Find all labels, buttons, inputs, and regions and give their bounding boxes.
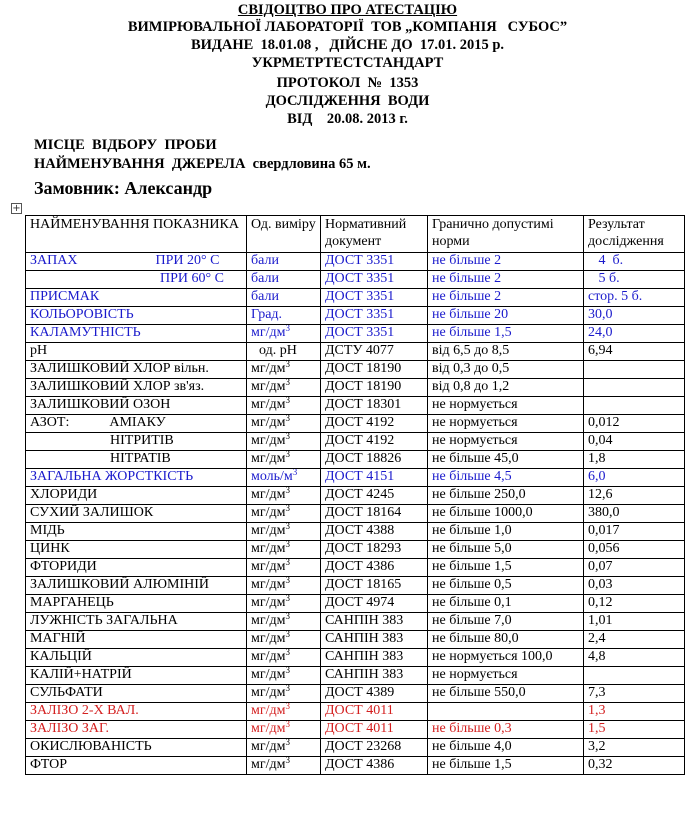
unit-text: мг/дм	[251, 613, 286, 628]
cell-indicator	[26, 505, 247, 523]
table-row	[26, 397, 685, 415]
cell-norm: від 0,8 до 1,2	[428, 379, 584, 397]
unit-text: Град.	[251, 307, 283, 322]
unit-text: мг/дм	[251, 721, 286, 736]
cell-doc: САНПІН 383	[321, 649, 428, 667]
unit-text: мг/дм	[251, 325, 286, 340]
indicator-name: pH	[30, 343, 48, 358]
protocol-number: ПРОТОКОЛ № 1353	[276, 75, 419, 91]
cell-norm: не більше 2	[428, 253, 584, 271]
table-row	[26, 343, 685, 361]
cell-indicator	[26, 595, 247, 613]
cell-norm: не нормується	[428, 433, 584, 451]
cell-indicator	[26, 541, 247, 559]
table-row	[26, 739, 685, 757]
unit-text: бали	[251, 253, 279, 268]
cell-norm: не більше 20	[428, 307, 584, 325]
unit-text: мг/дм	[251, 451, 286, 466]
table-row	[26, 577, 685, 595]
cell-result: 0,03	[584, 577, 685, 595]
cell-result: 0,12	[584, 595, 685, 613]
unit-exponent: 3	[285, 360, 290, 369]
cell-result: 0,056	[584, 541, 685, 559]
table-row	[26, 451, 685, 469]
table-row	[26, 595, 685, 613]
cell-indicator	[26, 649, 247, 667]
table-row	[26, 325, 685, 343]
indicator-name: ЗАЛІЗО ЗАГ.	[30, 721, 110, 736]
indicator-name: ФТОРИДИ	[30, 559, 97, 574]
table-row	[26, 667, 685, 685]
cell-unit	[247, 415, 321, 433]
cell-result: 0,04	[584, 433, 685, 451]
unit-text: мг/дм	[251, 757, 286, 772]
cell-doc: ДОСТ 18165	[321, 577, 428, 595]
cell-unit	[247, 397, 321, 415]
cell-norm: не більше 4,5	[428, 469, 584, 487]
cell-doc: ДОСТ 4386	[321, 559, 428, 577]
cell-norm: від 0,3 до 0,5	[428, 361, 584, 379]
unit-text: мг/дм	[251, 577, 286, 592]
sampling-place-label: МІСЦЕ ВІДБОРУ ПРОБИ	[34, 137, 217, 153]
customer-name: Замовник: Александр	[34, 178, 213, 198]
indicator-name: ЗАГАЛЬНА ЖОРСТКІСТЬ	[30, 469, 194, 484]
indicator-name: ЗАЛИШКОВИЙ ХЛОР зв'яз.	[30, 379, 205, 394]
cell-result	[584, 379, 685, 397]
unit-text: од. рН	[259, 343, 297, 358]
unit-exponent: 3	[285, 720, 290, 729]
header-indicator: НАЙМЕНУВАННЯ ПОКАЗНИКА	[26, 216, 247, 253]
cell-doc: САНПІН 383	[321, 613, 428, 631]
cell-norm: не більше 1,5	[428, 559, 584, 577]
cell-unit	[247, 289, 321, 307]
cell-doc: ДОСТ 18190	[321, 379, 428, 397]
source-label: НАЙМЕНУВАННЯ ДЖЕРЕЛА	[34, 156, 246, 172]
indicator-name: АЗОТ:	[30, 415, 70, 430]
cell-result	[584, 667, 685, 685]
cell-indicator	[26, 523, 247, 541]
cell-indicator	[26, 253, 247, 271]
cell-indicator	[26, 631, 247, 649]
header-result: Результат дослідження	[584, 216, 685, 253]
cell-doc: ДОСТ 4389	[321, 685, 428, 703]
cell-indicator	[26, 577, 247, 595]
table-row	[26, 433, 685, 451]
cell-norm: не нормується	[428, 397, 584, 415]
cell-doc: ДОСТ 4011	[321, 703, 428, 721]
cell-norm: не більше 2	[428, 289, 584, 307]
cell-indicator	[26, 469, 247, 487]
cell-doc: ДОСТ 3351	[321, 325, 428, 343]
indicator-subname: ПРИ 20° С	[155, 253, 220, 268]
unit-exponent: 3	[285, 576, 290, 585]
unit-exponent: 3	[285, 558, 290, 567]
cell-result: 24,0	[584, 325, 685, 343]
indicator-name: МАГНІЙ	[30, 631, 86, 646]
unit-text: мг/дм	[251, 397, 286, 412]
cell-doc: ДОСТ 3351	[321, 253, 428, 271]
indicator-name: ЗАЛІЗО 2-Х ВАЛ.	[30, 703, 139, 718]
cell-result: 1,8	[584, 451, 685, 469]
cell-unit	[247, 685, 321, 703]
unit-exponent: 3	[285, 450, 290, 459]
cell-doc: ДОСТ 4011	[321, 721, 428, 739]
cell-norm: не більше 45,0	[428, 451, 584, 469]
cell-norm: не нормується	[428, 667, 584, 685]
table-move-handle-icon[interactable]: +	[12, 203, 21, 214]
cell-result: 5 б.	[584, 271, 685, 289]
cell-unit	[247, 253, 321, 271]
cell-unit	[247, 361, 321, 379]
cell-unit	[247, 667, 321, 685]
cell-doc: ДСТУ 4077	[321, 343, 428, 361]
cell-unit	[247, 307, 321, 325]
source-value: свердловина 65 м.	[245, 156, 371, 172]
cell-result: 6,0	[584, 469, 685, 487]
cell-unit	[247, 523, 321, 541]
cell-doc: ДОСТ 18293	[321, 541, 428, 559]
cell-unit	[247, 433, 321, 451]
cell-indicator	[26, 271, 247, 289]
indicator-name: КАЛАМУТНІСТЬ	[30, 325, 141, 340]
unit-text: бали	[251, 271, 279, 286]
cell-norm: не більше 1,5	[428, 325, 584, 343]
cell-norm: не більше 0,3	[428, 721, 584, 739]
cell-indicator	[26, 613, 247, 631]
unit-exponent: 3	[285, 612, 290, 621]
table-row	[26, 523, 685, 541]
cell-indicator	[26, 559, 247, 577]
cell-norm: не більше 250,0	[428, 487, 584, 505]
cell-result: 30,0	[584, 307, 685, 325]
unit-exponent: 3	[285, 486, 290, 495]
cell-result: 4 б.	[584, 253, 685, 271]
indicator-name: ЗАЛИШКОВИЙ ОЗОН	[30, 397, 171, 412]
cell-doc: ДОСТ 3351	[321, 289, 428, 307]
unit-exponent: 3	[285, 378, 290, 387]
indicator-name: ЗАПАХ	[30, 253, 78, 268]
cell-doc: ДОСТ 4388	[321, 523, 428, 541]
cell-norm: не більше 4,0	[428, 739, 584, 757]
unit-exponent: 3	[285, 756, 290, 765]
table-row	[26, 307, 685, 325]
cell-norm: не нормується	[428, 415, 584, 433]
cell-result: 380,0	[584, 505, 685, 523]
cell-result: 1,3	[584, 703, 685, 721]
protocol-date: ВІД 20.08. 2013 г.	[287, 111, 408, 127]
cell-result	[584, 361, 685, 379]
cell-indicator	[26, 361, 247, 379]
cell-result: 2,4	[584, 631, 685, 649]
cell-result: 0,017	[584, 523, 685, 541]
cell-norm: не більше 2	[428, 271, 584, 289]
indicator-name: ЗАЛИШКОВИЙ ХЛОР вільн.	[30, 361, 209, 376]
cell-indicator	[26, 721, 247, 739]
cell-indicator	[26, 397, 247, 415]
indicator-name: ЦИНК	[30, 541, 70, 556]
cell-result: 3,2	[584, 739, 685, 757]
table-row	[26, 721, 685, 739]
cell-indicator	[26, 415, 247, 433]
table-row	[26, 757, 685, 775]
cell-norm	[428, 703, 584, 721]
cell-indicator	[26, 703, 247, 721]
cell-unit	[247, 721, 321, 739]
table-row	[26, 469, 685, 487]
unit-text: мг/дм	[251, 505, 286, 520]
table-row	[26, 631, 685, 649]
unit-exponent: 3	[285, 324, 290, 333]
cell-indicator	[26, 433, 247, 451]
cell-norm: не нормується 100,0	[428, 649, 584, 667]
indicator-name: КАЛІЙ+НАТРІЙ	[30, 667, 132, 682]
cell-norm: не більше 0,5	[428, 577, 584, 595]
cell-unit	[247, 703, 321, 721]
table-row	[26, 685, 685, 703]
table-row	[26, 703, 685, 721]
cell-indicator	[26, 343, 247, 361]
indicator-name: СУХИЙ ЗАЛИШОК	[30, 505, 154, 520]
unit-text: мг/дм	[251, 739, 286, 754]
cell-doc: ДОСТ 3351	[321, 271, 428, 289]
cell-norm: від 6,5 до 8,5	[428, 343, 584, 361]
cell-unit	[247, 613, 321, 631]
unit-exponent: 3	[285, 504, 290, 513]
cell-doc: ДОСТ 4192	[321, 433, 428, 451]
header-norm: Гранично допустимі норми	[428, 216, 584, 253]
unit-text: моль/м	[251, 469, 293, 484]
cell-unit	[247, 757, 321, 775]
header-doc: Нормативний документ	[321, 216, 428, 253]
source-line	[34, 156, 371, 172]
cell-doc: ДОСТ 4974	[321, 595, 428, 613]
indicator-subname: НІТРАТІВ	[110, 451, 171, 466]
unit-exponent: 3	[285, 414, 290, 423]
cell-indicator	[26, 757, 247, 775]
cell-doc: ДОСТ 18164	[321, 505, 428, 523]
table-row	[26, 379, 685, 397]
unit-exponent: 3	[285, 702, 290, 711]
cell-unit	[247, 559, 321, 577]
certificate-title: СВІДОЦТВО ПРО АТЕСТАЦІЮ	[237, 2, 458, 18]
unit-text: мг/дм	[251, 559, 286, 574]
cell-indicator	[26, 307, 247, 325]
unit-exponent: 3	[285, 432, 290, 441]
cell-unit	[247, 541, 321, 559]
cell-unit	[247, 271, 321, 289]
indicator-name: ЛУЖНІСТЬ ЗАГАЛЬНА	[30, 613, 178, 628]
unit-exponent: 3	[285, 522, 290, 531]
cell-unit	[247, 739, 321, 757]
cell-doc: ДОСТ 4151	[321, 469, 428, 487]
indicator-name: МІДЬ	[30, 523, 65, 538]
indicator-name: КАЛЬЦІЙ	[30, 649, 92, 664]
cell-norm: не більше 80,0	[428, 631, 584, 649]
cell-unit	[247, 505, 321, 523]
unit-exponent: 3	[285, 594, 290, 603]
indicator-name: ОКИСЛЮВАНІСТЬ	[30, 739, 152, 754]
indicator-name: ХЛОРИДИ	[30, 487, 98, 502]
table-row	[26, 271, 685, 289]
indicator-subname: НІТРИТІВ	[110, 433, 174, 448]
table-row	[26, 559, 685, 577]
results-table	[25, 215, 685, 775]
cell-doc: ДОСТ 4245	[321, 487, 428, 505]
indicator-name: ЗАЛИШКОВИЙ АЛЮМІНІЙ	[30, 577, 209, 592]
cell-unit	[247, 451, 321, 469]
unit-text: мг/дм	[251, 415, 286, 430]
cell-result: 7,3	[584, 685, 685, 703]
unit-text: мг/дм	[251, 667, 286, 682]
issuer: УКРМЕТРТЕСТСТАНДАРТ	[251, 55, 444, 71]
unit-text: мг/дм	[251, 433, 286, 448]
protocol-subject: ДОСЛІДЖЕННЯ ВОДИ	[265, 93, 430, 109]
cell-norm: не більше 1,0	[428, 523, 584, 541]
unit-text: бали	[251, 289, 279, 304]
unit-text: мг/дм	[251, 487, 286, 502]
cell-doc: ДОСТ 18301	[321, 397, 428, 415]
cell-indicator	[26, 487, 247, 505]
cell-unit	[247, 595, 321, 613]
cell-norm: не більше 1,5	[428, 757, 584, 775]
cell-unit	[247, 487, 321, 505]
cell-result: 0,32	[584, 757, 685, 775]
cell-result: стор. 5 б.	[584, 289, 685, 307]
cell-unit	[247, 325, 321, 343]
cell-norm: не більше 7,0	[428, 613, 584, 631]
table-row	[26, 415, 685, 433]
table-row	[26, 541, 685, 559]
cell-indicator	[26, 667, 247, 685]
cell-doc: ДОСТ 18190	[321, 361, 428, 379]
unit-text: мг/дм	[251, 631, 286, 646]
cell-norm: не більше 0,1	[428, 595, 584, 613]
unit-exponent: 3	[292, 468, 298, 477]
cell-doc: САНПІН 383	[321, 667, 428, 685]
indicator-name: ФТОР	[30, 757, 67, 772]
cell-indicator	[26, 739, 247, 757]
cell-indicator	[26, 379, 247, 397]
cell-norm: не більше 5,0	[428, 541, 584, 559]
indicator-name: ПРИСМАК	[30, 289, 100, 304]
unit-exponent: 3	[285, 396, 290, 405]
table-row	[26, 361, 685, 379]
unit-exponent: 3	[285, 630, 290, 639]
table-row	[26, 289, 685, 307]
unit-text: мг/дм	[251, 649, 286, 664]
cell-result	[584, 397, 685, 415]
cell-doc: САНПІН 383	[321, 631, 428, 649]
unit-text: мг/дм	[251, 703, 286, 718]
unit-text: мг/дм	[251, 523, 286, 538]
table-row	[26, 649, 685, 667]
cell-doc: ДОСТ 18826	[321, 451, 428, 469]
cell-result: 4,8	[584, 649, 685, 667]
cell-result: 1,01	[584, 613, 685, 631]
indicator-subname: ПРИ 60° С	[160, 271, 224, 286]
unit-text: мг/дм	[251, 685, 286, 700]
unit-exponent: 3	[285, 684, 290, 693]
table-row	[26, 253, 685, 271]
unit-text: мг/дм	[251, 595, 286, 610]
cell-unit	[247, 469, 321, 487]
cell-indicator	[26, 685, 247, 703]
unit-text: мг/дм	[251, 541, 286, 556]
table-body	[26, 253, 685, 775]
indicator-name: МАРГАНЕЦЬ	[30, 595, 114, 610]
cell-result: 12,6	[584, 487, 685, 505]
indicator-name: СУЛЬФАТИ	[30, 685, 103, 700]
unit-text: мг/дм	[251, 379, 286, 394]
cell-indicator	[26, 451, 247, 469]
indicator-name: КОЛЬОРОВІСТЬ	[30, 307, 134, 322]
cell-result: 1,5	[584, 721, 685, 739]
table-row	[26, 613, 685, 631]
cell-doc: ДОСТ 23268	[321, 739, 428, 757]
cell-result: 6,94	[584, 343, 685, 361]
cell-indicator	[26, 289, 247, 307]
cell-indicator	[26, 325, 247, 343]
unit-exponent: 3	[285, 648, 290, 657]
table-row	[26, 487, 685, 505]
table-row	[26, 505, 685, 523]
cell-unit	[247, 379, 321, 397]
cell-doc: ДОСТ 4386	[321, 757, 428, 775]
table-header-row	[26, 216, 685, 253]
cell-unit	[247, 343, 321, 361]
cell-norm: не більше 1000,0	[428, 505, 584, 523]
header-unit: Од. виміру	[247, 216, 321, 253]
cell-doc: ДОСТ 4192	[321, 415, 428, 433]
unit-exponent: 3	[285, 666, 290, 675]
cell-norm: не більше 550,0	[428, 685, 584, 703]
indicator-subname: АМІАКУ	[109, 415, 166, 430]
cell-unit	[247, 577, 321, 595]
cell-doc: ДОСТ 3351	[321, 307, 428, 325]
cell-unit	[247, 631, 321, 649]
lab-name: ВИМІРЮВАЛЬНОЇ ЛАБОРАТОРІЇ ТОВ „КОМПАНІЯ СУБОС”	[127, 19, 568, 35]
unit-text: мг/дм	[251, 361, 286, 376]
cell-unit	[247, 649, 321, 667]
cell-result: 0,012	[584, 415, 685, 433]
unit-exponent: 3	[285, 540, 290, 549]
unit-exponent: 3	[285, 738, 290, 747]
certificate-validity: ВИДАНЕ 18.01.08 , ДІЙСНЕ ДО 17.01. 2015 р.	[190, 37, 505, 53]
cell-result: 0,07	[584, 559, 685, 577]
